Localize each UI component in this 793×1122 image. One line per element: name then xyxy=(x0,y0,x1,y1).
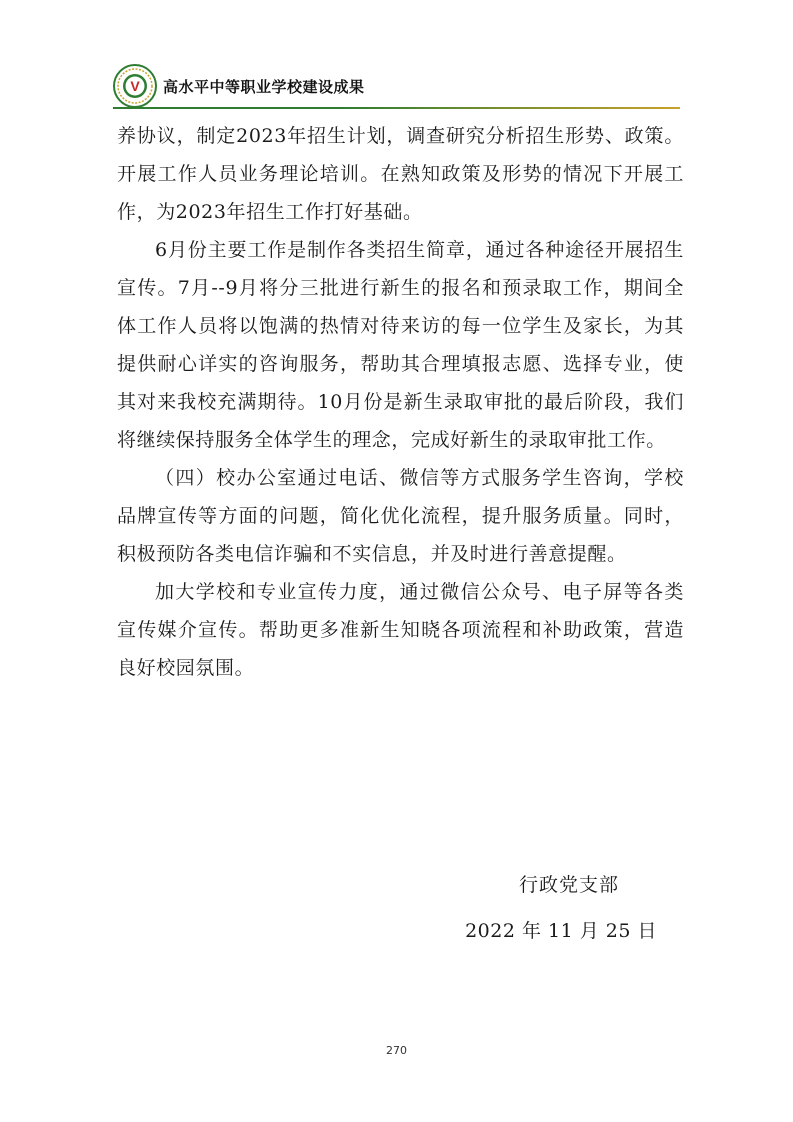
header-title: 高水平中等职业学校建设成果 xyxy=(163,77,365,96)
paragraph-4: 加大学校和专业宣传力度，通过微信公众号、电子屏等各类宣传媒介宣传。帮助更多准新生知晓各项流程和补助政策，营造良好校园氛围。 xyxy=(117,581,684,679)
paragraph-1: 养协议，制定2023年招生计划，调查研究分析招生形势、政策。开展工作人员业务理论培训。在熟知政策及形势的情况下开展工作，为2023年招生工作打好基础。 xyxy=(117,125,684,223)
logo-letter: V xyxy=(130,78,140,94)
document-body xyxy=(117,117,684,687)
page-number: 270 xyxy=(386,1044,407,1057)
paragraph-2: 6月份主要工作是制作各类招生简章，通过各种途径开展招生宣传。7月--9月将分三批进行新生的报名和预录取工作，期间全体工作人员将以饱满的热情对待来访的每一位学生及家长，为其提供耐心详实的咨询服务，帮助其合理填报志愿、选择专业，使其对来我校充满期待。10月份是新生录取审批的最后阶段，我们将继续保持服务全体学生的理念，完成好新生的录取审批工作。 xyxy=(117,239,684,451)
signature-date: 2022 年 11 月 25 日 xyxy=(465,920,657,942)
signature-organization: 行政党支部 xyxy=(518,874,619,896)
paragraph-3: （四）校办公室通过电话、微信等方式服务学生咨询，学校品牌宣传等方面的问题，简化优化流程，提升服务质量。同时，积极预防各类电信诈骗和不实信息，并及时进行善意提醒。 xyxy=(117,467,684,565)
page-header xyxy=(113,62,365,110)
header-divider xyxy=(113,107,680,109)
school-emblem-icon xyxy=(113,64,157,108)
signature-block xyxy=(457,865,657,951)
